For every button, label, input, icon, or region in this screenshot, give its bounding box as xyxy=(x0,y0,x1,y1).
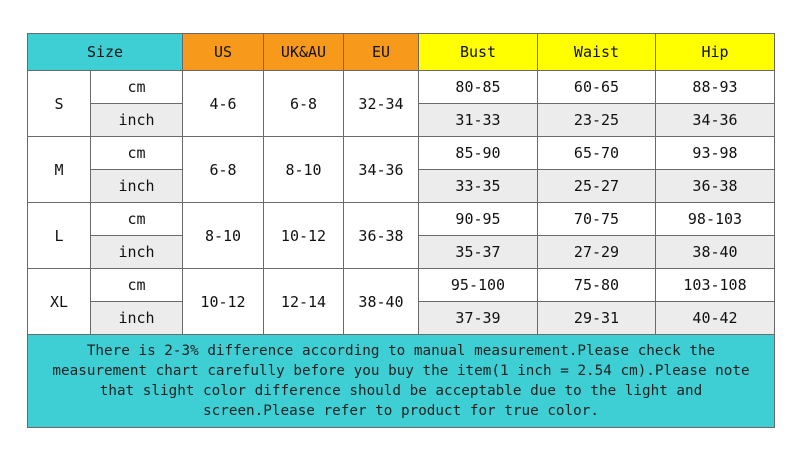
hip-cm: 103-108 xyxy=(656,269,775,302)
hip-inch: 38-40 xyxy=(656,236,775,269)
waist-inch: 29-31 xyxy=(538,302,656,335)
unit-inch: inch xyxy=(91,170,183,203)
header-hip: Hip xyxy=(656,34,775,71)
waist-inch: 25-27 xyxy=(538,170,656,203)
header-us: US xyxy=(183,34,264,71)
unit-inch: inch xyxy=(91,302,183,335)
bust-inch: 35-37 xyxy=(419,236,538,269)
us-size: 4-6 xyxy=(183,71,264,137)
table-row xyxy=(28,203,775,236)
header-size: Size xyxy=(28,34,183,71)
table-row xyxy=(28,269,775,302)
bust-cm: 90-95 xyxy=(419,203,538,236)
header-row xyxy=(28,34,775,71)
bust-cm: 85-90 xyxy=(419,137,538,170)
ukau-size: 12-14 xyxy=(264,269,344,335)
waist-cm: 70-75 xyxy=(538,203,656,236)
eu-size: 32-34 xyxy=(344,71,419,137)
size-label: XL xyxy=(28,269,91,335)
hip-inch: 36-38 xyxy=(656,170,775,203)
size-chart xyxy=(27,33,774,433)
header-eu: EU xyxy=(344,34,419,71)
hip-cm: 93-98 xyxy=(656,137,775,170)
table-row xyxy=(28,71,775,104)
unit-cm: cm xyxy=(91,137,183,170)
note-line: There is 2-3% difference according to manual measurement.Please check the xyxy=(86,343,716,359)
unit-cm: cm xyxy=(91,71,183,104)
us-size: 8-10 xyxy=(183,203,264,269)
header-bust: Bust xyxy=(419,34,538,71)
header-waist: Waist xyxy=(538,34,656,71)
note-line: measurement chart carefully before you buy the item(1 inch = 2.54 cm).Please note xyxy=(52,363,750,379)
us-size: 6-8 xyxy=(183,137,264,203)
unit-cm: cm xyxy=(91,203,183,236)
hip-inch: 34-36 xyxy=(656,104,775,137)
us-size: 10-12 xyxy=(183,269,264,335)
eu-size: 34-36 xyxy=(344,137,419,203)
waist-inch: 23-25 xyxy=(538,104,656,137)
ukau-size: 6-8 xyxy=(264,71,344,137)
size-label: S xyxy=(28,71,91,137)
unit-cm: cm xyxy=(91,269,183,302)
hip-cm: 88-93 xyxy=(656,71,775,104)
header-ukau: UK&AU xyxy=(264,34,344,71)
size-chart-table xyxy=(27,33,775,428)
table-row xyxy=(28,137,775,170)
waist-cm: 75-80 xyxy=(538,269,656,302)
bust-cm: 80-85 xyxy=(419,71,538,104)
waist-cm: 60-65 xyxy=(538,71,656,104)
waist-cm: 65-70 xyxy=(538,137,656,170)
ukau-size: 10-12 xyxy=(264,203,344,269)
hip-inch: 40-42 xyxy=(656,302,775,335)
eu-size: 36-38 xyxy=(344,203,419,269)
note-line: screen.Please refer to product for true color. xyxy=(203,403,599,419)
note-line: that slight color difference should be acceptable due to the light and xyxy=(99,383,703,399)
size-label: M xyxy=(28,137,91,203)
measurement-note xyxy=(28,335,775,428)
bust-inch: 33-35 xyxy=(419,170,538,203)
eu-size: 38-40 xyxy=(344,269,419,335)
bust-cm: 95-100 xyxy=(419,269,538,302)
size-label: L xyxy=(28,203,91,269)
bust-inch: 31-33 xyxy=(419,104,538,137)
unit-inch: inch xyxy=(91,236,183,269)
ukau-size: 8-10 xyxy=(264,137,344,203)
hip-cm: 98-103 xyxy=(656,203,775,236)
bust-inch: 37-39 xyxy=(419,302,538,335)
note-row xyxy=(28,335,775,428)
unit-inch: inch xyxy=(91,104,183,137)
waist-inch: 27-29 xyxy=(538,236,656,269)
